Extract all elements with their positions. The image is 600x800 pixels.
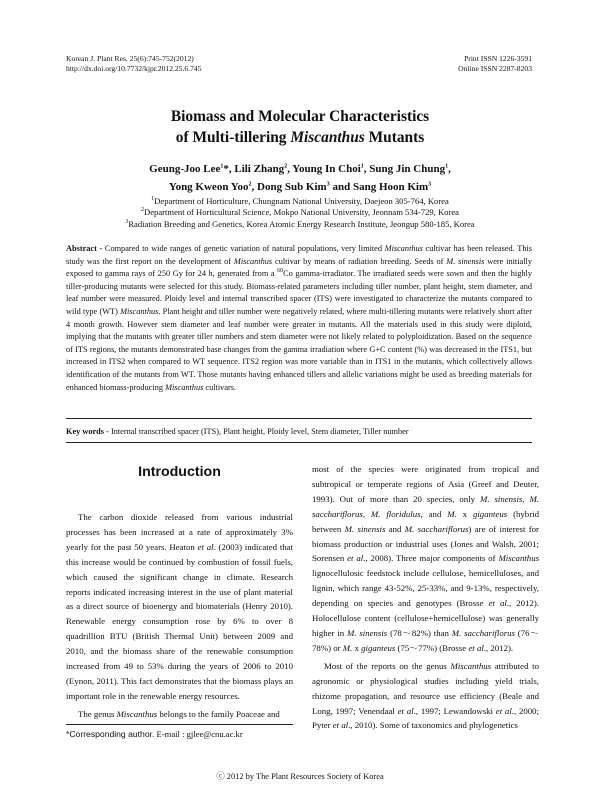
body-text: , xyxy=(362,508,371,519)
body-text: ., 2008). Three major components of xyxy=(363,553,499,564)
body-italic: M. xyxy=(447,508,457,519)
body-italic: et al xyxy=(495,705,512,716)
keywords-text: Internal transcribed spacer (ITS), Plant height, Ploidy level, Stem diameter, Tiller number xyxy=(108,427,409,436)
corresponding-mark: * xyxy=(223,163,229,175)
abstract-italic: Miscanthus xyxy=(233,256,273,266)
body-italic: giganteus xyxy=(472,508,508,519)
affil-mark: 1 xyxy=(360,163,364,170)
divider xyxy=(66,418,532,419)
issn-header xyxy=(458,54,532,74)
body-text: (75～77%) (Brosse xyxy=(395,642,469,653)
abstract-italic: Miscanthus xyxy=(120,306,159,316)
affil-number: 1 xyxy=(151,196,155,203)
body-italic: M. sacchariflorus xyxy=(312,493,539,519)
paragraph xyxy=(66,707,293,722)
body-italic: Miscanthus xyxy=(450,660,492,671)
affil-mark: 2 xyxy=(248,181,252,188)
body-text: . (2003) indicated that this increase would be continued by combustion of fossil fuels, which caused the significant change in climate. Research reports indicated increasing interest in the use of plant material as a direct source of bioenergy and biomaterials (Henry 2010). Renewable energy consumption rose by 6% to over 8 quadrillion BTU (British Thermal Unit) between 2009 and 2010, and the biomass share of the renewable consumption increased from 49 to 53% during the years of 2006 to 2010 (Eynon, 2011). This fact demonstrates that the biomass plays an important role in the renewable energy resources. xyxy=(66,541,294,701)
title-line-1: Biomass and Molecular Characteristics xyxy=(170,108,430,125)
author-line-2: Yong Kweon Yoo$^2$, Dong Sub Kim$^3$ and Sang Hoon Kim$^3$ xyxy=(168,181,432,193)
body-italic: M. sacchariflorus xyxy=(404,523,469,534)
body-italic: et al xyxy=(332,720,349,731)
author-name: Young In Choi xyxy=(292,163,361,175)
paragraph xyxy=(312,462,539,656)
affil-text: Radiation Breeding and Genetics, Korea Atomic Energy Research Institute, Jeongup 580-185, Korea xyxy=(128,218,475,229)
body-italic: et al xyxy=(468,642,484,653)
body-italic: et al xyxy=(197,541,214,552)
abstract-label: Abstract - xyxy=(66,244,103,253)
affil-text: Department of Horticultural Science, Mokpo National University, Jeonnam 534-729, Korea xyxy=(144,207,459,218)
body-text: attributed to agronomic or physiological studies including yield trials, rhizome propagation, and resource use efficiency (Beale and Long, 1997; Venendaal xyxy=(312,660,539,716)
body-italic: Miscanthus xyxy=(498,553,540,564)
body-text: ., 2010). Some of taxonomics and phylogenetics xyxy=(348,720,518,731)
title-line-2 xyxy=(0,127,600,148)
right-column xyxy=(312,462,539,733)
divider xyxy=(66,442,532,443)
body-italic: giganteus xyxy=(361,642,396,653)
body-italic: M. sinensis xyxy=(480,493,523,504)
doi-link[interactable]: http://dx.doi.org/10.7732/kjpr.2012.25.6.745 xyxy=(66,64,202,73)
affiliation-list xyxy=(0,196,600,230)
body-text: lignocellulosic feedstock include cellulose, hemicelluloses, and lignin, which range 43-52%, 25-33%, and 9-13%, respectively, depending on species and genotypes (Brosse xyxy=(312,568,539,609)
affil-mark: 1 xyxy=(220,163,224,170)
affil-number: 3 xyxy=(125,218,129,225)
abstract-text: cultivar by means of radiation breeding. Seeds of xyxy=(272,256,447,266)
title-text: Mutants xyxy=(364,129,425,146)
author-name: Dong Sub Kim xyxy=(257,181,327,193)
body-italic: et al xyxy=(347,553,364,564)
author-list xyxy=(0,160,600,196)
affil-mark: 3 xyxy=(326,181,330,188)
author-conjunction: and xyxy=(332,181,351,193)
affiliation xyxy=(0,219,600,230)
isotope-mark: 60 xyxy=(277,268,284,275)
title-genus: Miscanthus xyxy=(290,129,365,146)
abstract-text: were initially exposed to gamma rays of 250 Gy for 24 h, generated from a xyxy=(66,256,532,279)
body-italic: M. floridulus xyxy=(370,508,421,519)
body-text: The carbon dioxide released from various industrial processes has been increased at a rate of approximately 3% yearly for the past 50 years. Heaton xyxy=(66,512,293,552)
author-name: Yong Kweon Yoo xyxy=(168,181,249,193)
body-italic: et al xyxy=(397,705,414,716)
body-text: Most of the reports on the genus xyxy=(324,660,451,671)
abstract-text: Compared to wide ranges of genetic variation of natural populations, very limited xyxy=(102,244,385,253)
body-italic: M. sinensis xyxy=(344,523,386,534)
body-text: , xyxy=(522,493,530,504)
print-issn: Print ISSN 1226-3591 xyxy=(464,54,532,63)
body-text: ) are of interest for biomass production or industrial uses (Jones and Walsh, 2001; Sorensen xyxy=(312,523,539,564)
abstract-text: cultivar has been released. This study was the first report on the development of xyxy=(66,244,532,266)
body-text: (hybrid between xyxy=(312,508,539,534)
body-italic: Miscanthus xyxy=(116,708,158,719)
author-name: Sung Jin Chung xyxy=(369,163,446,175)
paragraph xyxy=(66,510,293,704)
copyright-footer: ⓒ 2012 by The Plant Resources Society of Korea xyxy=(216,772,384,781)
body-text: most of the species were originated from tropical and subtropical or temperate regions of Asia (Greef and Deuter, 1993). Out of more than 20 species, only xyxy=(312,464,539,504)
paper-title xyxy=(0,106,600,148)
abstract xyxy=(66,243,532,394)
author-name: Sang Hoon Kim xyxy=(352,181,429,193)
footnote-divider xyxy=(66,724,293,725)
journal-header xyxy=(66,54,202,74)
body-text: (78～82%) than xyxy=(387,627,452,638)
body-text: belongs to the family Poaceae and xyxy=(157,708,280,719)
affiliation xyxy=(0,196,600,207)
body-text: x xyxy=(352,642,362,653)
keywords-label: Key words - xyxy=(66,427,109,436)
body-text: ., 2012). xyxy=(483,642,514,653)
body-italic: et al xyxy=(488,598,507,609)
keywords xyxy=(66,427,532,436)
correspondence-label: *Corresponding author. xyxy=(66,729,155,739)
journal-citation: Korean J. Plant Res. 25(6):745-752(2012) xyxy=(66,54,194,63)
affil-mark: 1 xyxy=(445,163,449,170)
correspondence-note xyxy=(66,729,293,739)
left-column xyxy=(66,464,293,722)
abstract-text: Co gamma-irradiator. The irradiated seeds were sown and then the highly tiller-producing mutants were selected for this study. Biomass-related parameters including tiller number, plant height, stem diameter, and leaf number were measured. Ploidy level and internal transcribed spacer (ITS) were investigated to characterize the mutants compared to wild type (WT) xyxy=(66,269,532,316)
affil-number: 2 xyxy=(141,207,145,214)
affil-mark: 2 xyxy=(284,163,288,170)
abstract-italic: Miscanthus xyxy=(165,382,204,392)
body-text: ., 1997; Lewandowski xyxy=(413,705,496,716)
body-italic: M. xyxy=(342,642,353,653)
body-text: ., 2000; Pyter xyxy=(312,705,540,731)
body-italic: M. sacchariflorus xyxy=(451,627,515,638)
author-line-1: Geung-Joo Lee$^1$*, Lili Zhang$^2$, Young In Choi$^1$, Sung Jin Chung$^1$, xyxy=(149,163,451,175)
body-text: and xyxy=(385,523,405,534)
affil-text: Department of Horticulture, Chungnam National University, Daejeon 305-764, Korea xyxy=(154,196,449,206)
section-heading: Introduction xyxy=(138,464,221,480)
correspondence-email[interactable]: E-mail : gjlee@cnu.ac.kr xyxy=(154,729,243,739)
body-text: (76～78%) or xyxy=(312,627,539,653)
body-text: The genus xyxy=(78,708,117,719)
body-text: , and xyxy=(420,508,448,519)
body-italic: M. sinensis xyxy=(347,627,388,638)
abstract-text: . Plant height and tiller number were negatively related, where multi-tillering mutants were relatively short after 4 month growth. However stem diameter and leaf number were greater in mutants. All the materials used in this study were diploid, implying that the mutants with greater tiller numbers and stem diameter were not likely related to polyploidization. Based on the sequence of ITS regions, the mutants demonstrated base changes from the gamma irradiation where G+C content (%) was decreased in the ITS1, but increased in ITS2 when compared to WT sequence. ITS2 region was more variable than in ITS1 in the mutants, which collectively allows identification of the mutants from WT. Those mutants having enhanced tillers and allelic variations might be used as breeding materials for enhanced biomass-producing xyxy=(66,306,532,392)
abstract-italic: Miscanthus xyxy=(384,244,423,253)
paragraph xyxy=(312,659,539,734)
body-text: ., 2012). Holocellulose content (cellulose+hemicellulose) was generally higher in xyxy=(312,598,539,638)
title-text: of Multi-tillering xyxy=(175,129,291,146)
affiliation xyxy=(0,207,600,218)
affil-mark: 3 xyxy=(428,181,432,188)
abstract-italic: M. sinensis xyxy=(446,256,485,266)
abstract-text: cultivars. xyxy=(203,382,237,392)
author-name: Lili Zhang xyxy=(234,163,285,175)
author-name: Geung-Joo Lee xyxy=(149,163,221,175)
body-text: x xyxy=(456,508,473,519)
online-issn: Online ISSN 2287-8203 xyxy=(458,64,532,73)
